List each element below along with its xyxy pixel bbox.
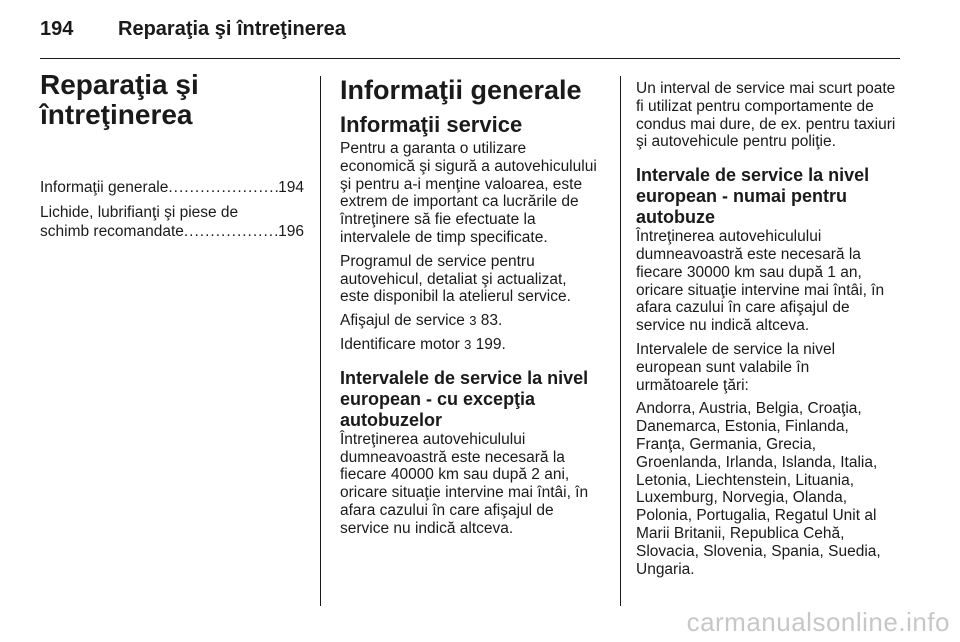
page-header [40,18,346,46]
page-reference-arrow-icon: 3 [464,336,472,352]
text-line: afara cazului în care afişajul de [340,501,554,519]
text-line: service nu indică altceva. [340,519,514,537]
text-line: dumneavoastră este necesară la [636,245,861,263]
heading-line: Intervalele de service la nivel [340,367,589,388]
text-line: Marii Britanii, Republica Cehă, [636,524,845,542]
text-line: oricare situaţie intervine mai întâi, în [636,281,885,299]
text-line: şi pentru a-i menţine valoarea, este [340,175,583,193]
chapter-sidebar [40,70,304,247]
page-reference-arrow-icon: 3 [469,313,477,329]
cross-reference-service-display[interactable] [340,312,610,330]
text-line: Un interval de service mai scurt poate [636,80,896,97]
text-line: Danemarca, Estonia, Finlanda, [636,418,849,436]
paragraph [636,80,906,151]
text-line: Întreţinerea autovehiculului [340,430,526,448]
paragraph [340,140,610,247]
cross-reference-engine-id[interactable] [340,336,610,354]
toc-entry-page: 196 [278,223,304,240]
text-line: Slovacia, Slovenia, Spania, Suedia, [636,542,881,560]
text-line: Polonia, Portugalia, Regatul Unit al [636,507,877,525]
text-line: condus mai dure, de ex. pentru taxiuri [636,115,896,133]
toc-leader-dots [184,222,278,241]
text-line: întreţinere să fie efectuate la [340,211,536,229]
toc-entry-general-info[interactable] [40,178,304,197]
toc-entry-label: Lichide, lubrifianţi şi piese de [40,204,239,221]
text-line: Pentru a garanta o utilizare [340,140,527,157]
text-line: Intervalele de service la nivel [636,340,836,358]
toc-entry-fluids[interactable] [40,203,304,241]
paragraph [636,341,906,394]
content-column-2 [340,70,610,544]
toc-leader-dots [168,178,278,197]
text-line: oricare situaţie intervine mai întâi, în [340,484,589,502]
text-line: Andorra, Austria, Belgia, Croaţia, [636,400,862,418]
text-line: intervalele de timp specificate. [340,228,548,246]
country-list [636,400,906,578]
reference-text: Afişajul de service [340,312,465,330]
text-line: Programul de service pentru [340,252,535,270]
text-line: şi autovehicule pentru poliţie. [636,133,836,151]
text-line: service nu indică altceva. [636,317,810,335]
text-line: fiecare 40000 km sau după 2 ani, [340,466,570,484]
chapter-title-line: întreţinerea [40,99,193,130]
paragraph [636,228,906,335]
text-line: fiecare 30000 km sau după 1 an, [636,263,862,281]
paragraph [340,253,610,306]
heading-line: autobuze [636,207,715,228]
header-divider [40,58,900,59]
heading-line: european - numai pentru [636,186,848,207]
content-column-3 [636,80,906,584]
text-line: Întreţinerea autovehiculului [636,228,822,246]
subheading [636,165,906,228]
heading-line: Intervale de service la nivel [636,165,870,186]
text-line: Ungaria. [636,560,695,578]
text-line: Franţa, Germania, Grecia, [636,435,817,453]
text-line: Letonia, Liechtenstein, Lituania, [636,471,855,489]
text-line: extrem de important ca lucrările de [340,193,579,211]
page-number: 194 [40,18,74,40]
section-heading: Informaţii generale [340,75,582,105]
heading-line: european - cu excepţia [340,388,536,409]
text-line: următoarele ţări: [636,376,749,394]
text-line: Luxemburg, Norvegia, Olanda, [636,489,848,507]
column-divider-1 [320,76,321,606]
chapter-title-line: Reparaţia şi [40,69,199,100]
subheading [340,368,610,431]
toc-entry-label: Informaţii generale [40,179,169,196]
text-line: afara cazului în care afişajul de [636,299,850,317]
reference-text: Identificare motor [340,335,460,353]
reference-page: 83. [480,312,503,330]
toc-entry-label: schimb recomandate [40,223,184,240]
watermark: carmanualsonline.info [686,607,950,637]
text-line: Groenlanda, Irlanda, Islanda, Italia, [636,453,878,471]
header-title: Reparaţia şi întreţinerea [118,18,346,40]
text-line: economică şi sigură a autovehiculului [340,157,597,175]
text-line: european sunt valabile în [636,358,810,376]
subsection-heading: Informaţii service [340,112,523,137]
heading-line: autobuzelor [340,409,442,430]
text-line: fi utilizat pentru comportamente de [636,97,874,115]
toc-entry-page: 194 [278,179,304,196]
paragraph [340,431,610,538]
column-divider-2 [620,76,621,606]
text-line: este disponibil la atelierul service. [340,288,571,306]
text-line: autovehicul, detaliat şi actualizat, [340,270,567,288]
reference-page: 199. [475,335,506,353]
chapter-title [40,70,304,130]
text-line: dumneavoastră este necesară la [340,448,565,466]
